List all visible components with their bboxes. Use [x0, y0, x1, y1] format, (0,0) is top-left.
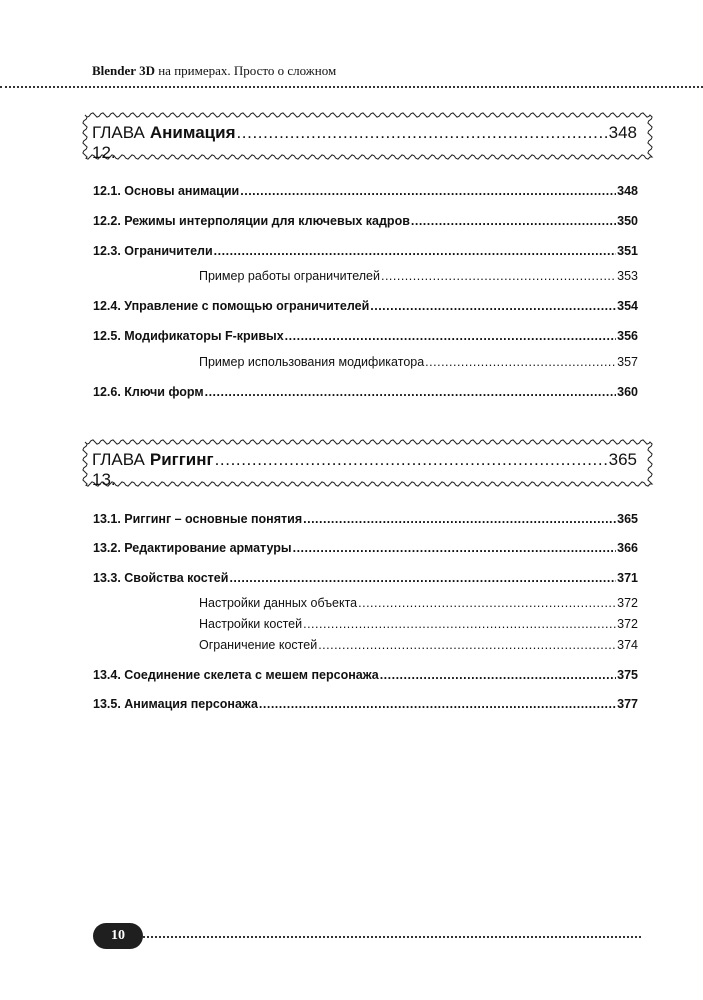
- chapter-title: Риггинг: [149, 450, 214, 469]
- entry-page: 351: [617, 244, 638, 258]
- entry-page: 348: [617, 184, 638, 198]
- entry-page: 372: [617, 617, 638, 631]
- toc-subentry[interactable]: [199, 596, 638, 610]
- chapter-12-heading: [80, 110, 655, 162]
- dot-leader: [303, 512, 616, 526]
- dot-leader: [215, 450, 608, 470]
- toc-entry[interactable]: [93, 512, 638, 526]
- entry-title: 12.6. Ключи форм: [93, 385, 204, 399]
- dot-leader: [381, 269, 616, 283]
- running-head-rest: на примерах. Просто о сложном: [158, 63, 337, 78]
- entry-title: Пример использования модификатора: [199, 355, 425, 369]
- entry-page: 350: [617, 214, 638, 228]
- entry-page: 371: [617, 571, 638, 585]
- dot-leader: [259, 697, 616, 711]
- running-head: [92, 63, 336, 79]
- entry-title: 13.5. Анимация персонажа: [93, 697, 258, 711]
- entry-title: 12.4. Управление с помощью ограничителей: [93, 299, 370, 313]
- chapter-13-heading: [80, 437, 655, 489]
- page-number: 10: [111, 928, 125, 943]
- dot-leader: [318, 638, 616, 652]
- toc-entry[interactable]: [93, 571, 638, 585]
- toc-entry[interactable]: [93, 329, 638, 343]
- dot-leader: [214, 244, 616, 258]
- dot-leader: [303, 617, 616, 631]
- entry-title: Пример работы ограничителей: [199, 269, 380, 283]
- entry-page: 374: [617, 638, 638, 652]
- toc-subentry[interactable]: [199, 617, 638, 631]
- entry-title: 13.4. Соединение скелета с мешем персонажа: [93, 668, 379, 682]
- entry-title: 12.3. Ограничители: [93, 244, 213, 258]
- dot-leader: [411, 214, 616, 228]
- entry-title: 12.2. Режимы интерполяции для ключевых кадров: [93, 214, 410, 228]
- dot-leader: [240, 184, 616, 198]
- running-head-bold: Blender 3D: [92, 63, 155, 78]
- dot-leader: [285, 329, 616, 343]
- toc-entry[interactable]: [93, 214, 638, 228]
- entry-page: 360: [617, 385, 638, 399]
- dot-leader: [358, 596, 616, 610]
- entry-title: 13.3. Свойства костей: [93, 571, 229, 585]
- entry-title: Ограничение костей: [199, 638, 318, 652]
- dot-leader: [425, 355, 616, 369]
- entry-page: 365: [617, 512, 638, 526]
- entry-title: Настройки костей: [199, 617, 303, 631]
- toc-entry[interactable]: [93, 244, 638, 258]
- entry-title: 12.1. Основы анимации: [93, 184, 240, 198]
- entry-page: 354: [617, 299, 638, 313]
- entry-title: 13.2. Редактирование арматуры: [93, 541, 292, 555]
- dot-leader: [293, 541, 617, 555]
- entry-page: 377: [617, 697, 638, 711]
- dot-leader: [370, 299, 616, 313]
- page-number-badge: [93, 923, 143, 949]
- chapter-label: ГЛАВА 12.: [92, 123, 145, 162]
- entry-page: 353: [617, 269, 638, 283]
- chapter-label: ГЛАВА 13.: [92, 450, 145, 489]
- toc-entry[interactable]: [93, 184, 638, 198]
- entry-page: 357: [617, 355, 638, 369]
- dot-leader: [205, 385, 617, 399]
- entry-page: 356: [617, 329, 638, 343]
- entry-page: 375: [617, 668, 638, 682]
- dot-leader: [229, 571, 616, 585]
- toc-subentry[interactable]: [199, 355, 638, 369]
- toc-subentry[interactable]: [199, 638, 638, 652]
- toc-entry[interactable]: [93, 541, 638, 555]
- toc-subentry[interactable]: [199, 269, 638, 283]
- entry-title: 13.1. Риггинг – основные понятия: [93, 512, 303, 526]
- header-divider: [0, 86, 703, 88]
- dot-leader: [380, 668, 616, 682]
- toc-entry[interactable]: [93, 668, 638, 682]
- toc-entry[interactable]: [93, 697, 638, 711]
- chapter-page: 348: [608, 123, 637, 142]
- footer-divider: [143, 936, 641, 938]
- chapter-title: Анимация: [149, 123, 236, 142]
- toc-entry[interactable]: [93, 385, 638, 399]
- toc-entry[interactable]: [93, 299, 638, 313]
- chapter-page: 365: [608, 450, 637, 469]
- entry-title: Настройки данных объекта: [199, 596, 358, 610]
- dot-leader: [236, 123, 607, 143]
- entry-page: 366: [617, 541, 638, 555]
- entry-title: 12.5. Модификаторы F-кривых: [93, 329, 284, 343]
- entry-page: 372: [617, 596, 638, 610]
